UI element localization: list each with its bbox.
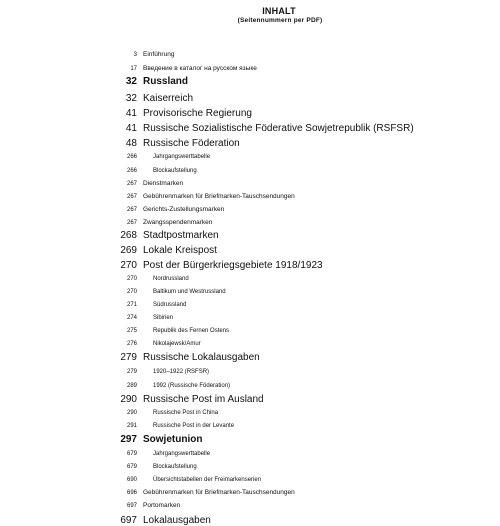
toc-page-number: 32: [125, 76, 137, 87]
toc-page-number: 297: [120, 434, 137, 445]
toc-entry-label: Russische Föderation: [143, 138, 240, 149]
toc-entry-label: Nordrussland: [153, 276, 189, 282]
toc-entry-label: Sibirien: [153, 315, 174, 321]
toc-page-number: 41: [125, 108, 137, 119]
toc-entry-label: Südrussland: [153, 302, 187, 308]
toc-page-number: 679: [126, 451, 137, 457]
toc-entry-label: Lokalausgaben: [143, 515, 211, 526]
toc-entry-label: Russland: [143, 76, 189, 87]
toc-entry-label: Введение в каталог на русском языке: [143, 65, 257, 72]
toc-entry-label: Blockaufstellung: [153, 168, 197, 174]
toc-entry-label: Sowjetunion: [143, 434, 203, 445]
toc-page-number: 267: [126, 194, 137, 200]
toc-page-number: 267: [126, 181, 137, 187]
toc-entry-label: Russische Post im Ausland: [143, 394, 264, 405]
toc-page-number: 276: [126, 341, 137, 347]
toc-page-number: 271: [126, 302, 137, 308]
toc-page-number: 697: [126, 503, 137, 509]
toc-page-number: 268: [120, 230, 137, 241]
toc-entry-label: Nikolajewsk/Amur: [153, 341, 201, 347]
toc-header: [0, 6, 500, 24]
toc-page-number: 270: [120, 260, 137, 271]
toc-page-number: 696: [126, 490, 137, 496]
toc-entry-label: Russische Post in der Levante: [153, 423, 235, 429]
toc-entry-label: Republik des Fernen Ostens: [153, 328, 230, 334]
toc-page-number: 41: [125, 123, 137, 134]
toc-page-number: 267: [126, 207, 137, 213]
toc-page-number: 48: [125, 138, 137, 149]
toc-entry-label: Übersichtstabellen der Freimarkenserien: [153, 477, 262, 483]
toc-page-number: 270: [126, 276, 137, 282]
toc-entry-label: Post der Bürgerkriegsgebiete 1918/1923: [143, 260, 323, 271]
toc-page-number: 289: [126, 383, 137, 389]
toc-page-number: 3: [133, 52, 137, 58]
toc-page-number: 690: [126, 477, 137, 483]
toc-entry-label: Stadtpostmarken: [143, 230, 219, 241]
toc-page-number: 279: [126, 369, 137, 375]
toc-page-number: 274: [126, 315, 137, 321]
toc-entry-label: Portomarken: [143, 502, 181, 509]
toc-entry-label: Gebührenmarken für Briefmarken-Tauschsendungen: [143, 489, 295, 496]
toc-entry-label: Lokale Kreispost: [143, 245, 217, 256]
toc-subtitle: (Seitennummern per PDF): [237, 17, 323, 24]
toc-page-number: 17: [130, 66, 137, 72]
toc-page-number: 270: [126, 289, 137, 295]
toc-entry-label: Einführung: [143, 51, 175, 58]
toc-page-number: 275: [126, 328, 137, 334]
toc-entry-label: Blockaufstellung: [153, 464, 197, 470]
toc-entry-label: Jahrgangswerttabelle: [153, 451, 211, 457]
toc-entry-label: 1992 (Russische Föderation): [153, 383, 231, 389]
toc-page-number: 266: [126, 154, 137, 160]
toc-page-number: 32: [125, 93, 137, 104]
toc-page-number: 267: [126, 220, 137, 226]
toc-page-number: 269: [120, 245, 137, 256]
toc-page-number: 679: [126, 464, 137, 470]
toc-title: INHALT: [262, 6, 296, 16]
toc-entry-label: Provisorische Regierung: [143, 108, 252, 119]
toc-entry-label: Gerichts-Zustellungsmarken: [143, 206, 225, 213]
toc-entry-label: Dienstmarken: [143, 180, 184, 187]
toc-entry-label: Baltikum und Westrussland: [153, 289, 226, 295]
toc-page-number: 266: [126, 168, 137, 174]
toc-page-number: 290: [120, 394, 137, 405]
toc-entry-label: Russische Post in China: [153, 410, 219, 416]
toc-entry-label: Russische Lokalausgaben: [143, 352, 260, 363]
toc-entry-label: Zwangsspendenmarken: [143, 219, 213, 226]
toc-entry-label: 1920–1922 (RSFSR): [153, 369, 210, 375]
toc-page-number: 697: [120, 515, 137, 526]
toc-entry-label: Russische Sozialistische Föderative Sowjetrepublik (RSFSR): [143, 123, 414, 134]
toc-entry-label: Kaiserreich: [143, 93, 194, 104]
toc-entry-label: Jahrgangswerttabelle: [153, 154, 211, 160]
toc-page-number: 279: [120, 352, 137, 363]
toc-page-number: 290: [126, 410, 137, 416]
toc-entry-label: Gebührenmarken für Briefmarken-Tauschsendungen: [143, 193, 295, 200]
toc-page-number: 291: [126, 423, 137, 429]
